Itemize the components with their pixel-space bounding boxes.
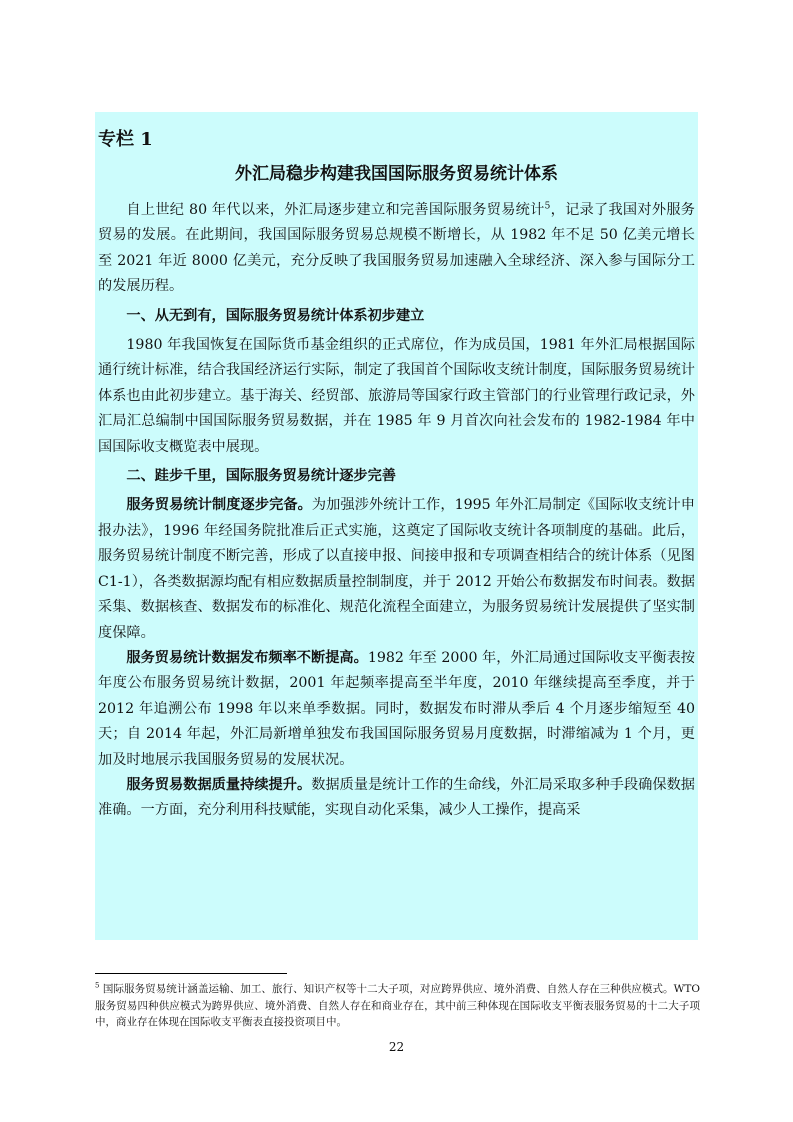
box-label: 专栏 1 xyxy=(98,129,153,150)
intro-text-a: 自上世纪 80 年代以来，外汇局逐步建立和完善国际服务贸易统计 xyxy=(126,202,545,218)
footnote-ref[interactable]: 5 xyxy=(544,201,551,212)
paragraph-4-lead: 服务贸易数据质量持续提升。 xyxy=(126,776,312,793)
feature-box xyxy=(95,112,698,940)
footnote-number: 5 xyxy=(95,981,100,990)
paragraph-4 xyxy=(98,773,695,824)
intro-paragraph xyxy=(98,198,695,300)
page-number: 22 xyxy=(388,1040,405,1054)
paragraph-3-text: 1982 年至 2000 年，外汇局通过国际收支平衡表按年度公布服务贸易统计数据，2001 年起频率提高至半年度，2010 年继续提高至季度，并于 2012 年追溯公布 1998 年以来单季数据。同时，数据发布时滞从季后 4 个月逐步缩短至 40 天；自 2014 年起，外汇局新增单独发布我国国际服务贸易月度数据，时滞缩减为 1 个月，更加及时地展示我国服务贸易的发展状况。 xyxy=(98,649,695,768)
paragraph-3-lead: 服务贸易统计数据发布频率不断提高。 xyxy=(126,649,368,666)
box-title: 外汇局稳步构建我国国际服务贸易统计体系 xyxy=(235,164,558,184)
footnote-divider xyxy=(95,973,287,974)
paragraph-3 xyxy=(98,646,695,773)
paragraph-2 xyxy=(98,493,695,645)
section-heading-1: 一、从无到有，国际服务贸易统计体系初步建立 xyxy=(126,307,425,324)
paragraph-2-lead: 服务贸易统计制度逐步完备。 xyxy=(126,497,312,514)
paragraph-1: 1980 年我国恢复在国际货币基金组织的正式席位，作为成员国，1981 年外汇局根据国际通行统计标准，结合我国经济运行实际，制定了我国首个国际收支统计制度，国际服务贸易统计体系也由此初步建立。基于海关、经贸部、旅游局等国家行政主管部门的行业管理行政记录，外汇局汇总编制中国国际服务贸易数据，并在 1985 年 9 月首次向社会发布的 1982-1984 年中国国际收支概览表中展现。 xyxy=(98,337,695,455)
footnote-text: 国际服务贸易统计涵盖运输、加工、旅行、知识产权等十二大子项，对应跨界供应、境外消费、自然人存在三种供应模式。WTO 服务贸易四种供应模式为跨界供应、境外消费、自然人存在和商业存在，其中前三种体现在国际收支平衡表服务贸易的十二大子项中，商业存在体现在国际收支平衡表直接投资项目中。 xyxy=(95,983,700,1028)
section-heading-2: 二、跬步千里，国际服务贸易统计逐步完善 xyxy=(126,468,396,485)
paragraph-4-text: 数据质量是统计工作的生命线，外汇局采取多种手段确保数据准确。一方面，充分利用科技赋能，实现自动化采集，减少人工操作，提高采 xyxy=(98,776,695,819)
paragraph-2-text: 为加强涉外统计工作，1995 年外汇局制定《国际收支统计申报办法》，1996 年经国务院批准后正式实施，这奠定了国际收支统计各项制度的基础。此后，服务贸易统计制度不断完善，形成了以直接申报、间接申报和专项调查相结合的统计体系（见图 C1-1），各类数据源均配有相应数据质量控制制度，并于 2012 开始公布数据发布时间表。数据采集、数据核查、数据发布的标准化、规范化流程全面建立，为服务贸易统计发展提供了坚实制度保障。 xyxy=(98,497,695,641)
footnote xyxy=(95,981,700,1031)
intro-text-b: ，记录了我国对外服务贸易的发展。在此期间，我国国际服务贸易总规模不断增长，从 1982 年不足 50 亿美元增长至 2021 年近 8000 亿美元，充分反映了我国服务贸易加速融入全球经济、深入参与国际分工的发展历程。 xyxy=(98,202,695,295)
